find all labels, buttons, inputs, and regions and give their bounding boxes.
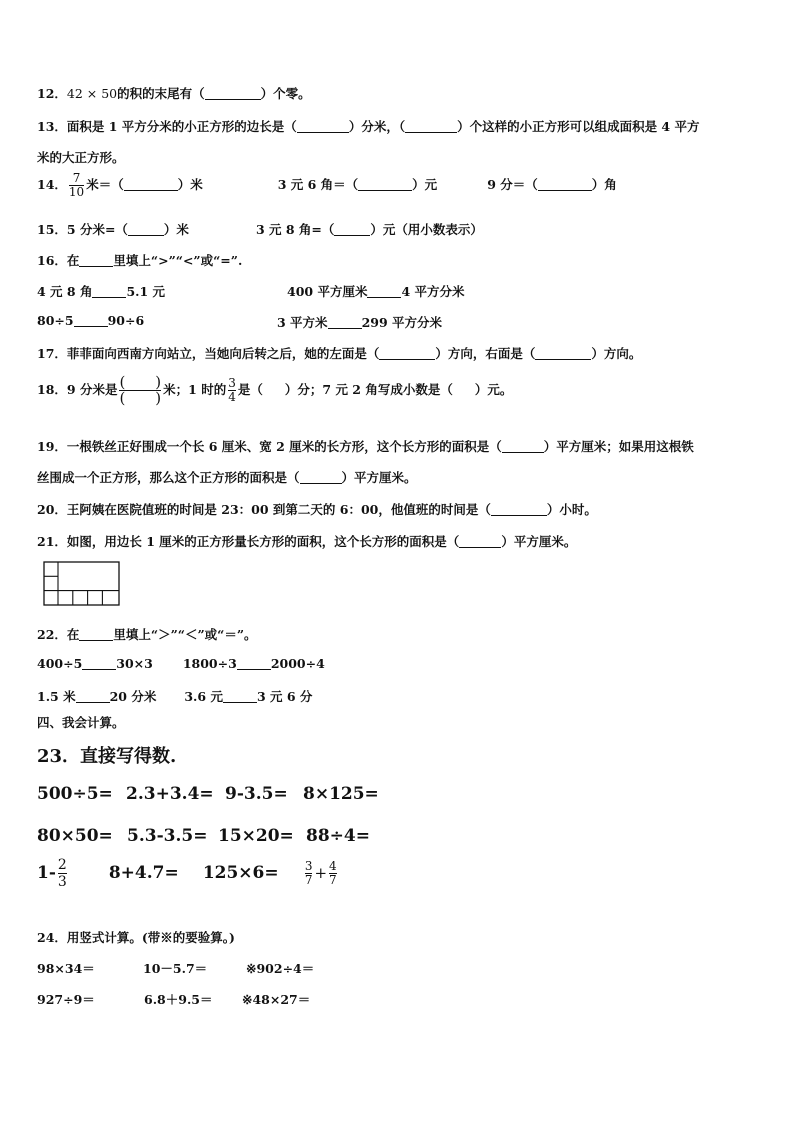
fraction: $\frac{7}{10}$ [68, 171, 85, 199]
answer-blank[interactable] [237, 657, 271, 670]
answer-blank[interactable] [82, 657, 116, 670]
question-23-row-2: 80×50= 5.3-3.5= 15×20= 88÷4= [37, 826, 370, 846]
fraction: $\frac{3}{7}$ [304, 859, 313, 887]
answer-blank[interactable] [358, 178, 412, 191]
answer-blank[interactable] [74, 314, 108, 327]
question-24-title: 24．用竖式计算。(带※的要验算。) [37, 930, 235, 945]
answer-blank[interactable] [297, 120, 349, 133]
answer-blank[interactable] [76, 690, 110, 703]
answer-blank[interactable] [223, 690, 257, 703]
answer-blank[interactable] [538, 178, 592, 191]
answer-blank[interactable] [328, 316, 362, 329]
answer-blank[interactable] [367, 285, 401, 298]
question-16-row-1: 4 元 8 角 5.1 元 [37, 284, 166, 299]
rectangle-unit-square-diagram [43, 561, 121, 607]
expression: 42 × 50 [66, 86, 118, 101]
fraction: $\frac{2}{3}$ [57, 857, 67, 890]
question-24-row-2: 927÷9＝ 6.8＋9.5＝ ※48×27＝ [37, 992, 311, 1007]
answer-blank[interactable] [405, 120, 457, 133]
section-heading: 四、我会计算。 [37, 715, 125, 730]
question-14: 14． $\frac{7}{10}$ 米＝（ ）米 3 元 6 角＝（ ）元 9 分＝（ ）角 [37, 171, 617, 199]
question-12: 12．42 × 50的积的末尾有（ ）个零。 [37, 86, 311, 101]
answer-blank[interactable] [334, 223, 370, 236]
question-16-title: 16．在 里填上“>”“<”或“=”. [37, 253, 243, 268]
question-13-line-2: 米的大正方形。 [37, 150, 125, 165]
answer-blank[interactable] [502, 440, 544, 453]
answer-blank[interactable] [300, 471, 342, 484]
fraction: $\frac{4}{7}$ [329, 859, 337, 887]
blank-fraction[interactable]: $\frac{( )}{( )}$ [119, 373, 162, 407]
question-24-row-1: 98×34＝ 10－5.7＝ ※902÷4＝ [37, 961, 315, 976]
question-22-row-2: 1.5 米 20 分米 3.6 元 3 元 6 分 [37, 689, 313, 704]
question-22-row-1: 400÷5 30×3 1800÷3 2000÷4 [37, 656, 325, 671]
question-18: 18．9 分米是 $\frac{( )}{( )}$ 米；1 时的 $\frac{3}{4}$ 是（ ）分；7 元 2 角写成小数是（ ）元。 [37, 373, 513, 407]
answer-blank[interactable] [128, 223, 164, 236]
answer-blank[interactable] [535, 347, 591, 360]
blank-sample [79, 254, 113, 267]
question-23-row-3: 1- $\frac{2}{3}$ 8+4.7= 125×6= $\frac{3}{7}$ + $\frac{4}{7}$ [37, 857, 337, 890]
question-22-title: 22．在 里填上“＞”“＜”或“＝”。 [37, 627, 257, 642]
question-13-line-1: 13．面积是 1 平方分米的小正方形的边长是（ ）分米，（ ）个这样的小正方形可以组成面积是 4 平方 [37, 119, 700, 134]
question-20: 20．王阿姨在医院值班的时间是 23：00 到第二天的 6：00，他值班的时间是（ ）小时。 [37, 502, 597, 517]
question-23-row-1: 500÷5= 2.3+3.4= 9-3.5= 8×125= [37, 784, 379, 804]
answer-blank[interactable] [205, 87, 261, 100]
question-21: 21．如图，用边长 1 厘米的正方形量长方形的面积，这个长方形的面积是（ ）平方厘米。 [37, 534, 577, 549]
question-16-row-2: 80÷5 90÷6 [37, 313, 145, 328]
question-19-line-2: 丝围成一个正方形，那么这个正方形的面积是（ ）平方厘米。 [37, 470, 417, 485]
question-15: 15．5 分米=（ ）米 3 元 8 角=（ ）元（用小数表示） [37, 222, 483, 237]
question-19-line-1: 19．一根铁丝正好围成一个长 6 厘米、宽 2 厘米的长方形，这个长方形的面积是（ ）平方厘米；如果用这根铁 [37, 439, 694, 454]
blank-sample [79, 628, 113, 641]
answer-blank[interactable] [491, 503, 547, 516]
answer-blank[interactable] [459, 535, 501, 548]
question-23-title: 23．直接写得数. [37, 746, 177, 767]
answer-blank[interactable] [379, 347, 435, 360]
answer-blank[interactable] [124, 178, 178, 191]
question-17: 17．菲菲面向西南方向站立，当她向后转之后，她的左面是（ ）方向，右面是（ ）方向。 [37, 346, 642, 361]
answer-blank[interactable] [92, 285, 126, 298]
question-16-row-2-right: 3 平方米 299 平方分米 [277, 315, 443, 330]
fraction: $\frac{3}{4}$ [228, 376, 236, 404]
question-16-row-1-right: 400 平方厘米 4 平方分米 [287, 284, 465, 299]
